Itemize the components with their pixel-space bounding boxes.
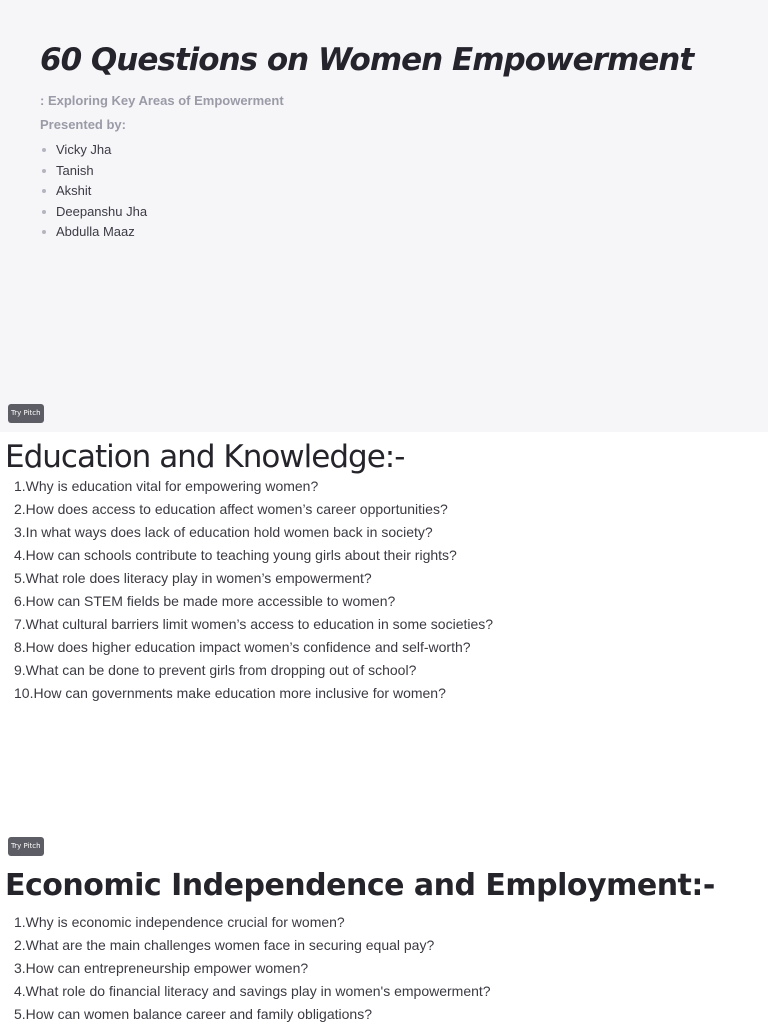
question-item: 3.How can entrepreneurship empower women?	[14, 960, 309, 976]
presenter-item: Akshit	[40, 183, 147, 204]
try-pitch-button[interactable]: Try Pitch	[8, 837, 44, 856]
question-item: 10.How can governments make education more inclusive for women?	[14, 685, 446, 701]
question-item: 1.Why is education vital for empowering women?	[14, 478, 319, 494]
presenter-item: Abdulla Maaz	[40, 224, 147, 245]
presenter-list	[40, 142, 147, 245]
question-item: 4.What role do financial literacy and savings play in women's empowerment?	[14, 983, 491, 999]
presentation-title: 60 Questions on Women Empowerment	[40, 42, 694, 78]
try-pitch-button[interactable]: Try Pitch	[8, 404, 44, 423]
question-item: 3.In what ways does lack of education hold women back in society?	[14, 524, 433, 540]
presenter-item: Vicky Jha	[40, 142, 147, 163]
question-item: 6.How can STEM fields be made more accessible to women?	[14, 593, 396, 609]
title-slide	[0, 0, 768, 432]
question-item: 4.How can schools contribute to teaching young girls about their rights?	[14, 547, 457, 563]
section-title-economic: Economic Independence and Employment:-	[5, 868, 715, 903]
question-item: 2.How does access to education affect women’s career opportunities?	[14, 501, 448, 517]
question-item: 2.What are the main challenges women face in securing equal pay?	[14, 937, 435, 953]
question-item: 9.What can be done to prevent girls from dropping out of school?	[14, 662, 417, 678]
question-item: 5.How can women balance career and family obligations?	[14, 1006, 372, 1022]
economic-question-list	[14, 914, 491, 1029]
question-item: 8.How does higher education impact women’s confidence and self-worth?	[14, 639, 471, 655]
presentation-subtitle: : Exploring Key Areas of Empowerment	[40, 93, 284, 108]
section-title-education: Education and Knowledge:-	[5, 439, 405, 475]
education-question-list	[14, 478, 493, 708]
presented-by-label: Presented by:	[40, 117, 126, 132]
presenter-item: Tanish	[40, 163, 147, 184]
question-item: 5.What role does literacy play in women’s empowerment?	[14, 570, 372, 586]
presenter-item: Deepanshu Jha	[40, 204, 147, 225]
question-item: 7.What cultural barriers limit women’s access to education in some societies?	[14, 616, 494, 632]
question-item: 1.Why is economic independence crucial for women?	[14, 914, 345, 930]
